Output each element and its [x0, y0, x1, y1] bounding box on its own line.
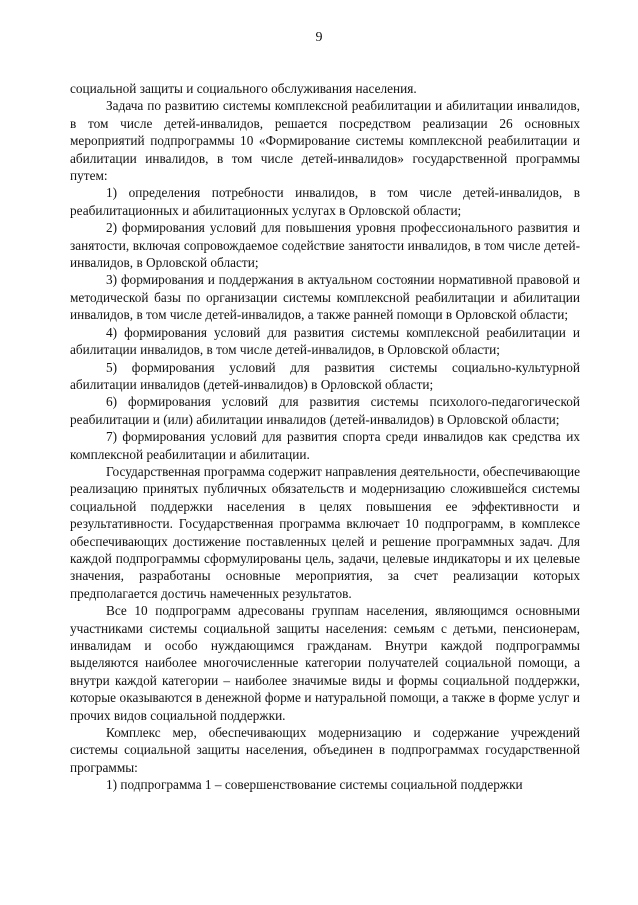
paragraph-0: социальной защиты и социального обслуживания населения.: [70, 81, 417, 96]
paragraph-task-description: Задача по развитию системы комплексной реабилитации и абилитации инвалидов, в том числе детей-инвалидов, решается посредством реализации 26 основных мероприятий подпрограммы 10 «Формирование системы комплексной реабилитации и абилитации инвалидов, в том числе детей-инвалидов» государственной программы путем:: [70, 98, 580, 184]
list-item-5: 5) формирования условий для развития системы социально-культурной абилитации инвалидов (детей-инвалидов) в Орловской области;: [70, 359, 580, 392]
page-number: 9: [315, 30, 323, 45]
list-item-1: 1) определения потребности инвалидов, в том числе детей-инвалидов, в реабилитационных и абилитационных услугах в Орловской области;: [70, 185, 580, 218]
paragraph-program-overview: Государственная программа содержит направления деятельности, обеспечивающие реализацию принятых публичных обязательств и модернизацию сложившейся системы социальной поддержки населения в целях повышения ее эффективности и результативности. Государственная программа включает 10 подпрограмм, в комплексе обеспечивающих достижение поставленных целей и решение программных задач. Для каждой подпрограммы сформулированы цель, задачи, целевые индикаторы и их целевые значения, разработаны основные мероприятия, за счет реализации которых предполагается достичь намеченных результатов.: [70, 463, 580, 601]
list-item-3: 3) формирования и поддержания в актуальном состоянии нормативной правовой и методической базы по организации системы комплексной реабилитации и абилитации инвалидов, в том числе детей-инвалидов, а также ранней помощи в Орловской области;: [70, 272, 580, 323]
list-item-6: 6) формирования условий для развития системы психолого-педагогической реабилитации и (или) абилитации инвалидов (детей-инвалидов) в Орловской области;: [70, 394, 580, 427]
list-item-4: 4) формирования условий для развития системы комплексной реабилитации и абилитации инвалидов, в том числе детей-инвалидов, в Орловской области;: [70, 324, 580, 358]
list-item-7: 7) формирования условий для развития спорта среди инвалидов как средства их комплексной реабилитации и абилитации.: [70, 429, 580, 462]
document-body: [70, 80, 580, 794]
list-item-subprogram-1: 1) подпрограмма 1 – совершенствование системы социальной поддержки: [106, 777, 523, 793]
paragraph-measures: Комплекс мер, обеспечивающих модернизацию и содержание учреждений системы социальной защиты населения, объединен в подпрограммах государственной программы:: [70, 725, 580, 775]
list-item-2: 2) формирования условий для повышения уровня профессионального развития и занятости, включая сопровождаемое содействие занятости инвалидов, в том числе детей-инвалидов, в Орловской области;: [70, 220, 580, 271]
paragraph-subprograms: Все 10 подпрограмм адресованы группам населения, являющимся основными участниками системы социальной защиты населения: семьям с детьми, пенсионерам, инвалидам и особо нуждающимся гражданам. Внутри каждой подпрограммы выделяются наиболее многочисленные категории получателей социальной помощи, а внутри каждой категории – наиболее значимые виды и формы социальной поддержки, которые оказываются в денежной форме и натуральной помощи, а также в форме услуг и прочих видов социальной поддержки.: [70, 603, 580, 723]
